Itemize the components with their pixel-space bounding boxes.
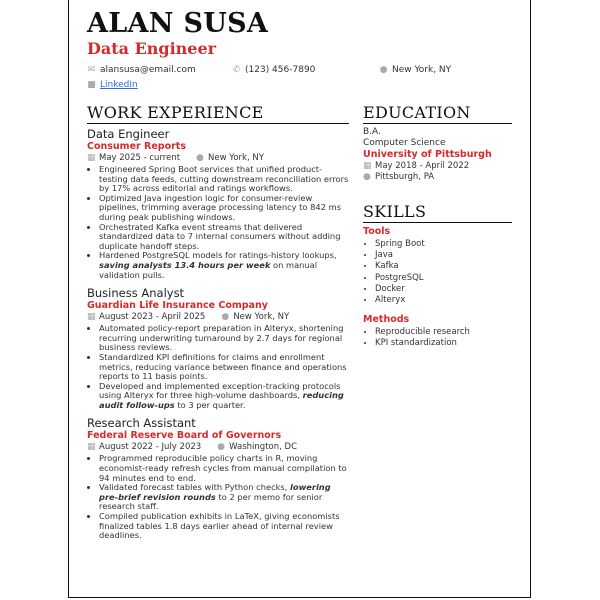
email-text: alansusa@email.com [100, 65, 196, 75]
map-pin-icon: ● [196, 153, 204, 163]
job-bullet: • Developed and implemented exception-tracking protocols using Alteryx for three high-volume dashboards, reducing audit follow-ups to 3 per quarter. [99, 382, 349, 411]
education-heading: EDUCATION [363, 104, 512, 124]
job-bullet: • Hardened PostgreSQL models for ratings-history lookups, saving analysts 13.4 hours per week on manual validation pulls. [99, 251, 349, 280]
map-pin-icon: ● [217, 442, 226, 453]
job-entry [87, 416, 349, 540]
map-pin-icon: ● [363, 172, 371, 182]
location-text: New York, NY [392, 65, 452, 75]
job-dates [87, 153, 180, 164]
skill-item: • Alteryx [375, 295, 512, 306]
map-pin-icon: ● [221, 312, 230, 323]
skills-groups [363, 226, 512, 350]
job-location-text: Washington, DC [229, 442, 298, 453]
job-bullet: • Orchestrated Kafka event streams that delivered standardized data to 7 internal consumers without adding duplicate handoff steps. [99, 223, 349, 252]
contact-phone [232, 65, 315, 75]
calendar-icon: ▦ [87, 442, 96, 453]
education-location-text: Pittsburgh, PA [375, 172, 435, 182]
job-bullets [87, 165, 349, 280]
job-bullet: • Automated policy-report preparation in Alteryx, shortening recurring underwriting turnaround by 2.7 days for regional business reviews. [99, 324, 349, 353]
phone-text: (123) 456-7890 [245, 65, 316, 75]
job-meta [87, 442, 349, 453]
job-title: Research Assistant [87, 416, 196, 431]
job-bullet: • Validated forecast tables with Python checks, lowering pre-brief revision rounds to 2 per memo for senior research staff. [99, 483, 349, 512]
job-entry [87, 286, 349, 410]
skill-item: • Reproducible research [375, 327, 512, 338]
resume-page [68, 0, 531, 598]
job-bullet: • Standardized KPI definitions for claims and enrollment metrics, reducing variance between finance and operations reports to 11 basis points. [99, 353, 349, 382]
bullet-emphasis: reducing audit follow-ups [99, 390, 344, 410]
calendar-icon: ▦ [363, 161, 372, 171]
job-bullet: • Programmed reproducible policy charts in R, moving economist-ready refresh cycles from manual compilation to 94 minutes end to end. [99, 454, 349, 483]
calendar-icon: ▦ [87, 153, 96, 163]
job-dates-text: May 2025 - current [99, 153, 181, 163]
job-company: Consumer Reports [87, 141, 186, 152]
job-bullet: • Optimized Java ingestion logic for consumer-review pipelines, trimming average processing latency to 842 ms during peak publishing windows. [99, 194, 349, 223]
job-bullets [87, 324, 349, 410]
skill-list [363, 327, 512, 349]
job-location [196, 153, 264, 164]
education-location [363, 172, 512, 183]
skill-item: • Kafka [375, 261, 512, 272]
job-company: Guardian Life Insurance Company [87, 300, 268, 312]
job-location-text: New York, NY [208, 153, 264, 163]
map-pin-icon: ● [379, 65, 388, 75]
job-bullet: • Compiled publication exhibits in LaTeX, giving economists finalized tables 1.8 days earlier ahead of internal review deadlines. [99, 512, 349, 541]
phone-icon: ✆ [232, 65, 241, 75]
work-experience-heading: WORK EXPERIENCE [87, 104, 349, 124]
bullet-emphasis: saving analysts 13.4 hours per week [99, 259, 271, 270]
candidate-role: Data Engineer [87, 39, 217, 58]
job-location [217, 442, 297, 453]
education-dates-text: May 2018 - April 2022 [375, 161, 470, 171]
contact-linkedin[interactable] [87, 80, 138, 90]
contact-row-2 [87, 80, 512, 94]
contact-email [87, 65, 196, 75]
job-company: Federal Reserve Board of Governors [87, 430, 282, 442]
contact-location [379, 65, 451, 75]
bullet-emphasis: lowering pre-brief revision rounds [99, 482, 331, 502]
education-school: University of Pittsburgh [363, 149, 492, 160]
jobs-list [87, 127, 349, 541]
calendar-icon: ▦ [87, 312, 96, 323]
job-dates [87, 442, 201, 453]
linkedin-link[interactable]: LinkedIn [100, 80, 138, 90]
right-column [363, 104, 512, 547]
job-dates-text: August 2023 - April 2025 [99, 312, 206, 323]
skills-heading: SKILLS [363, 203, 512, 223]
columns [87, 104, 512, 547]
skill-group-title: Tools [363, 226, 391, 237]
skill-group-title: Methods [363, 314, 410, 326]
skill-item: • Java [375, 250, 512, 261]
skill-item: • Docker [375, 284, 512, 295]
skill-list [363, 239, 512, 306]
candidate-name: ALAN SUSA [87, 8, 269, 39]
education-dates [363, 161, 512, 172]
skill-item: • KPI standardization [375, 338, 512, 349]
envelope-icon: ✉ [87, 65, 96, 75]
job-meta [87, 153, 349, 164]
job-location [221, 312, 289, 323]
job-dates [87, 312, 205, 323]
contact-row [87, 65, 512, 79]
job-dates-text: August 2022 - July 2023 [99, 442, 202, 453]
job-title: Data Engineer [87, 127, 170, 141]
skill-item: • Spring Boot [375, 239, 512, 250]
education-field: Computer Science [363, 138, 446, 148]
linkedin-icon: ■ [87, 80, 96, 90]
job-title: Business Analyst [87, 286, 185, 301]
education-meta [363, 161, 512, 183]
job-bullets [87, 454, 349, 540]
left-column [87, 104, 349, 547]
education-degree: B.A. [363, 127, 381, 137]
skill-item: • PostgreSQL [375, 273, 512, 284]
job-bullet: • Engineered Spring Boot services that unified product-testing data feeds, cutting downstream reconciliation errors by 17% across editorial and ratings workflows. [99, 165, 349, 194]
job-location-text: New York, NY [233, 312, 290, 323]
job-meta [87, 312, 349, 323]
job-entry [87, 127, 349, 280]
